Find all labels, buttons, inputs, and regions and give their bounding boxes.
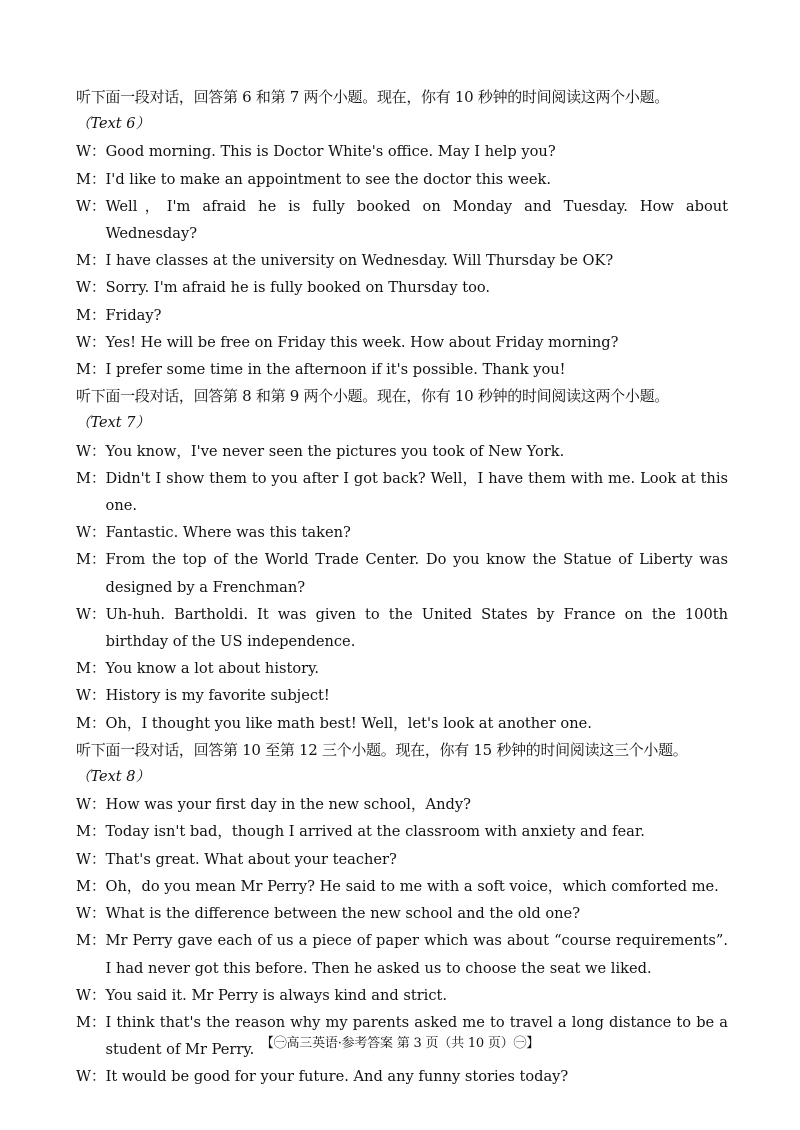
speaker: W： xyxy=(76,279,106,297)
utterance: Uh-huh. Bartholdi. It was given to the United States by France on the 100th birthday of the US independence. xyxy=(105,605,728,651)
utterance: I'd like to make an appointment to see the doctor this week. xyxy=(105,170,552,188)
dialogue-line xyxy=(76,329,728,356)
dialogue-line xyxy=(76,274,728,301)
dialogue-line xyxy=(76,438,728,465)
utterance: History is my favorite subject! xyxy=(105,687,330,705)
utterance: Today isn't bad，though I arrived at the classroom with anxiety and fear. xyxy=(105,823,645,841)
speaker: W： xyxy=(76,850,106,868)
section-instruction: 听下面一段对话，回答第 6 和第 7 两个小题。现在，你有 10 秒钟的时间阅读这两个小题。 xyxy=(76,88,669,106)
speaker: W： xyxy=(76,905,106,923)
utterance: That's great. What about your teacher? xyxy=(105,850,397,868)
section-instruction: 听下面一段对话，回答第 8 和第 9 两个小题。现在，你有 10 秒钟的时间阅读这两个小题。 xyxy=(76,387,669,406)
speaker: M： xyxy=(76,170,106,188)
speaker: M： xyxy=(76,714,106,732)
speaker: M： xyxy=(76,1013,106,1031)
utterance: It would be good for your future. And any funny stories today? xyxy=(105,1068,569,1086)
dialogue-line xyxy=(76,791,728,818)
speaker: W： xyxy=(76,986,106,1004)
speaker: W： xyxy=(76,687,106,705)
dialogue-line xyxy=(76,927,728,981)
utterance: Friday? xyxy=(105,306,162,324)
dialogue-line xyxy=(76,356,728,383)
dialogue-line xyxy=(76,138,728,165)
utterance: You know，I've never seen the pictures you took of New York. xyxy=(105,442,565,460)
utterance: Sorry. I'm afraid he is fully booked on Thursday too. xyxy=(105,279,491,297)
section-label: （Text 6） xyxy=(76,116,150,133)
utterance: From the top of the World Trade Center. Do you know the Statue of Liberty was designed by a Frenchman? xyxy=(105,551,728,596)
speaker: M： xyxy=(76,306,106,324)
speaker: M： xyxy=(76,252,106,270)
speaker: M： xyxy=(76,877,106,895)
dialogue-line xyxy=(76,465,728,519)
dialogue-line xyxy=(76,1063,728,1090)
utterance: Mr Perry gave each of us a piece of paper which was about “course requirements”. I had never got this before. Then he asked us to choose the seat we liked. xyxy=(105,932,728,977)
utterance: Didn't I show them to you after I got back? Well，I have them with me. Look at this one. xyxy=(105,469,728,515)
utterance: Well，I'm afraid he is fully booked on Monday and Tuesday. How about Wednesday? xyxy=(105,197,728,243)
dialogue-line xyxy=(76,519,728,546)
speaker: W： xyxy=(76,1068,106,1086)
utterance: Good morning. This is Doctor White's office. May I help you? xyxy=(105,143,556,161)
speaker: W： xyxy=(76,333,106,351)
dialogue-line xyxy=(76,247,728,274)
speaker: W： xyxy=(76,605,106,623)
document-body xyxy=(76,84,728,1091)
page-footer: 【㊀高三英语·参考答案 第 3 页（共 10 页）㊀】 xyxy=(260,1036,540,1051)
dialogue-line xyxy=(76,655,728,682)
utterance: You know a lot about history. xyxy=(105,660,320,678)
speaker: M： xyxy=(76,932,106,950)
dialogue-line xyxy=(76,710,728,737)
speaker: M： xyxy=(76,823,106,841)
speaker: W： xyxy=(76,197,106,215)
speaker: M： xyxy=(76,660,106,678)
speaker: W： xyxy=(76,524,106,542)
speaker: M： xyxy=(76,469,106,487)
utterance: I prefer some time in the afternoon if it's possible. Thank you! xyxy=(105,361,566,379)
dialogue-line xyxy=(76,873,728,900)
section-label: （Text 7） xyxy=(76,415,150,432)
utterance: I have classes at the university on Wednesday. Will Thursday be OK? xyxy=(105,252,614,270)
dialogue-line xyxy=(76,601,728,655)
utterance: Oh，I thought you like math best! Well，let's look at another one. xyxy=(105,714,592,732)
dialogue-line xyxy=(76,818,728,845)
utterance: Oh，do you mean Mr Perry? He said to me with a soft voice，which comforted me. xyxy=(105,877,719,895)
dialogue-line xyxy=(76,546,728,600)
dialogue-line xyxy=(76,193,728,247)
utterance: You said it. Mr Perry is always kind and strict. xyxy=(105,986,448,1004)
utterance: Fantastic. Where was this taken? xyxy=(105,524,351,542)
section-instruction: 听下面一段对话，回答第 10 至第 12 三个小题。现在，你有 15 秒钟的时间阅读这三个小题。 xyxy=(76,740,688,759)
speaker: W： xyxy=(76,143,106,161)
utterance: Yes! He will be free on Friday this week. How about Friday morning? xyxy=(105,333,619,351)
speaker: W： xyxy=(76,442,106,460)
speaker: M： xyxy=(76,551,106,569)
section-label: （Text 8） xyxy=(76,769,150,786)
utterance: What is the difference between the new school and the old one? xyxy=(105,905,581,923)
dialogue-line xyxy=(76,900,728,927)
dialogue-line xyxy=(76,982,728,1009)
dialogue-line xyxy=(76,682,728,709)
utterance: I think that's the reason why my parents asked me to travel a long distance to be a student of Mr Perry. xyxy=(105,1013,728,1059)
speaker: W： xyxy=(76,796,106,814)
dialogue-line xyxy=(76,166,728,193)
utterance: How was your first day in the new school，Andy? xyxy=(105,796,471,814)
dialogue-line xyxy=(76,302,728,329)
dialogue-line xyxy=(76,846,728,873)
speaker: M： xyxy=(76,361,106,379)
